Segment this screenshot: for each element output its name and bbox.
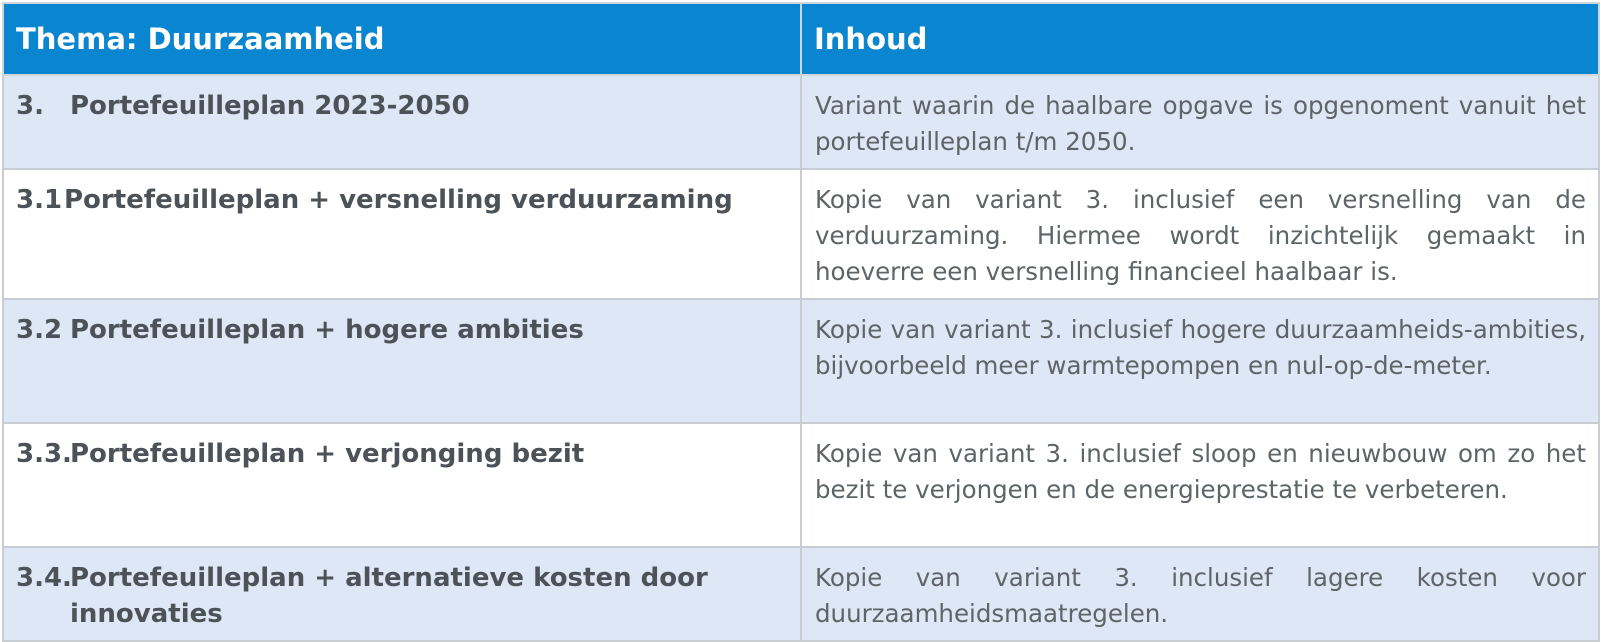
row-content: Kopie van variant 3. inclusief lagere kosten voor duurzaamheidsmaatregelen. [801,547,1599,641]
row-number: 3.2 [16,315,63,345]
row-title-cell [3,299,801,423]
header-thema: Thema: Duurzaamheid [3,3,801,75]
table-row [3,547,1599,641]
table-row [3,423,1599,547]
row-number: 3.3. [16,439,72,469]
table-header-row [3,3,1599,75]
row-title-cell [3,423,801,547]
row-title-cell [3,75,801,169]
row-number: 3.1 [16,185,63,215]
row-content: Variant waarin de haalbare opgave is opgenoment vanuit het portefeuilleplan t/m 2050. [801,75,1599,169]
row-title: Portefeuilleplan 2023-2050 [70,91,470,121]
table-row [3,75,1599,169]
row-title: Portefeuilleplan + versnelling verduurzaming [64,185,733,215]
row-title-cell [3,169,801,299]
row-title: Portefeuilleplan + hogere ambities [70,315,584,345]
row-content: Kopie van variant 3. inclusief een versnelling van de verduurzaming. Hiermee wordt inzichtelijk gemaakt in hoeverre een versnelling financieel haalbaar is. [801,169,1599,299]
table-row [3,169,1599,299]
row-number: 3.4. [16,563,72,593]
row-content: Kopie van variant 3. inclusief hogere duurzaamheids-ambities, bijvoorbeeld meer warmtepompen en nul-op-de-meter. [801,299,1599,423]
header-inhoud: Inhoud [801,3,1599,75]
row-title: Portefeuilleplan + verjonging bezit [70,439,585,469]
row-title-cell [3,547,801,641]
row-number: 3. [16,91,44,121]
table-row [3,299,1599,423]
row-title-continuation: innovaties [70,599,223,629]
row-content: Kopie van variant 3. inclusief sloop en nieuwbouw om zo het bezit te verjongen en de energieprestatie te verbeteren. [801,423,1599,547]
row-title: Portefeuilleplan + alternatieve kosten door [70,563,708,593]
duurzaamheid-table [2,2,1600,642]
